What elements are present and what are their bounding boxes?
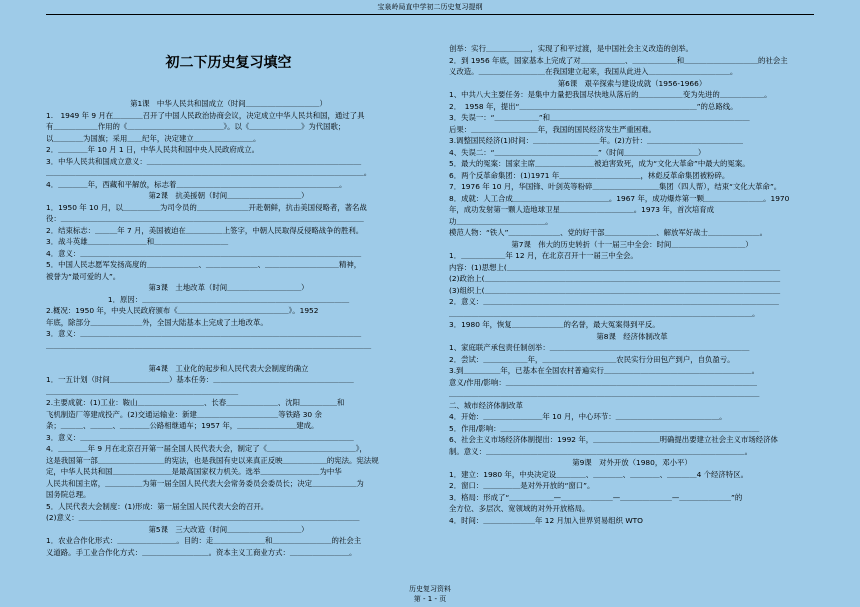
- text-line: 年底，除部分＿＿＿＿＿＿＿外，全国大陆基本上完成了土地改革。: [46, 317, 268, 327]
- text-line: 后果：＿＿＿＿＿＿＿＿＿年，我国的国民经济发生严重困难。: [449, 124, 656, 134]
- text-line: 6．两个反革命集团：(1)1971 年＿＿＿＿＿＿＿＿＿＿＿，林彪反革命集团被粉碎。: [449, 170, 730, 180]
- text-line: 2．到 1956 年底，国家基本上完成了对＿＿＿＿＿＿、＿＿＿＿＿＿和＿＿＿＿＿＿＿＿＿＿的社会主: [449, 55, 788, 65]
- footer-page-number: 第 - 1 - 页: [413, 595, 447, 603]
- text-line: 2．结束标志：＿＿＿年 7 月，美国被迫在＿＿＿＿＿上签字，中朝人民取得反侵略战争的胜利。: [46, 225, 364, 235]
- text-line: 功＿＿＿＿＿＿＿＿＿＿＿＿。: [449, 216, 553, 226]
- text-line: 4、失误二：“＿＿＿＿＿＿＿＿＿＿＿＿＿＿”（时间＿＿＿＿＿＿＿＿＿＿）: [449, 147, 706, 157]
- text-line: 全方位、多层次、宽领域的对外开放格局。: [449, 504, 590, 513]
- text-line: 模范人物：“铁人”＿＿＿＿＿＿＿、党的好干部＿＿＿＿＿＿＿、解放军好战士＿＿＿＿＿＿＿。: [449, 228, 768, 237]
- text-line: 2.概况：1950 年，中央人民政府颁布《＿＿＿＿＿＿＿＿＿＿＿＿＿＿＿》。1952: [46, 306, 319, 315]
- lesson-heading: 第6课 艰辛探索与建设成就（1956-1966）: [557, 78, 707, 88]
- lesson-heading: 第8课 经济体制改革: [596, 331, 668, 341]
- text-line: 4．意义：＿＿＿＿＿＿＿＿＿＿＿＿＿＿＿＿＿＿＿＿＿＿＿＿＿＿＿＿＿＿＿＿＿＿＿＿＿＿: [46, 248, 362, 258]
- text-line: 这是我国第一部＿＿＿＿＿＿＿＿＿的宪法，也是我国有史以来真正反映＿＿＿＿＿＿的宪法。宪法规: [46, 455, 379, 465]
- text-line: (3)组织上(＿＿＿＿＿＿＿＿＿＿＿＿＿＿＿＿＿＿＿＿＿＿＿＿＿＿＿＿＿＿＿＿＿＿＿＿＿＿＿＿: [449, 285, 781, 295]
- text-line: 飞机制造厂等建成投产。(2)交通运输业：新建＿＿＿＿＿＿＿＿＿＿＿等铁路 30 余: [46, 409, 322, 419]
- text-line: 1、中共八大主要任务：是集中力量把我国尽快地从落后的＿＿＿＿＿＿变为先进的＿＿＿＿＿＿。: [449, 90, 772, 99]
- text-line: 意义/作用/影响：＿＿＿＿＿＿＿＿＿＿＿＿＿＿＿＿＿＿＿＿＿＿＿＿＿＿＿＿＿＿＿＿＿＿: [449, 377, 758, 387]
- header-rule: [46, 14, 814, 15]
- text-line: ＿＿＿＿＿＿＿＿＿＿＿＿＿＿＿＿＿＿＿＿＿＿＿＿＿＿＿＿＿＿＿＿＿＿＿＿＿＿＿＿＿。: [449, 308, 760, 318]
- text-line: ＿＿＿＿＿＿＿＿＿＿＿＿＿＿＿＿＿＿＿＿＿＿＿＿＿＿＿＿＿＿＿＿＿＿＿＿＿＿＿＿＿＿＿＿: [46, 340, 372, 350]
- text-line: (2)政治上(＿＿＿＿＿＿＿＿＿＿＿＿＿＿＿＿＿＿＿＿＿＿＿＿＿＿＿＿＿＿＿＿＿＿＿＿＿＿＿＿: [449, 274, 781, 283]
- lesson-heading: 第4课 工业化的起步和人民代表大会制度的确立: [148, 363, 309, 373]
- text-line: 3．意义：＿＿＿＿＿＿＿＿＿＿＿＿＿＿＿＿＿＿＿＿＿＿＿＿＿＿＿＿＿＿＿＿＿＿＿＿＿: [46, 432, 354, 442]
- text-line: 3．战斗英雄＿＿＿＿＿＿＿＿和＿＿＿＿＿＿＿＿＿＿: [46, 237, 229, 246]
- text-line: 1．建立：1980 年，中央决定设＿＿＿＿、＿＿＿＿、＿＿＿＿、＿＿＿＿4 个经济特区。: [449, 469, 748, 479]
- text-line: 役：＿＿＿＿＿＿＿＿＿＿＿＿＿＿＿＿＿＿＿＿＿＿＿＿＿＿＿＿＿＿＿＿＿＿＿＿＿＿＿＿＿: [46, 214, 364, 223]
- lesson-heading: 第1课 中华人民共和国成立（时间＿＿＿＿＿＿＿＿＿＿）: [130, 99, 327, 108]
- text-line: 6、社会主义市场经济体制提出：1992 年，＿＿＿＿＿＿＿＿＿明确提出要建立社会主义市场经济体: [449, 435, 778, 444]
- lesson-heading: 1．原因：＿＿＿＿＿＿＿＿＿＿＿＿＿＿＿＿＿＿＿＿＿＿＿＿＿＿＿＿: [107, 294, 350, 304]
- text-line: 以＿＿＿＿为国旗；采用＿＿纪年，决定建立＿＿＿＿＿＿＿＿。: [46, 133, 261, 143]
- text-line: 义改造。＿＿＿＿＿＿＿＿＿在我国建立起来，我国从此进入＿＿＿＿＿＿＿＿＿＿＿。: [449, 67, 738, 76]
- text-line: 定，中华人民共和国＿＿＿＿＿＿＿＿是最高国家权力机关。选举＿＿＿＿＿＿＿＿为中华: [46, 467, 342, 476]
- text-line: 5．中国人民志愿军发扬高度的＿＿＿＿＿＿＿、＿＿＿＿＿＿＿、＿＿＿＿＿＿＿＿＿＿精神，: [46, 260, 362, 269]
- text-line: 二、城市经济体制改革: [449, 400, 523, 410]
- text-line: 7．1976 年 10 月，华国锋、叶剑英等粉碎＿＿＿＿＿＿＿＿＿集团（四人帮），结束“文化大革命”。: [449, 182, 782, 191]
- lesson-heading: 第7课 伟大的历史转折（十一届三中全会：时间＿＿＿＿＿＿＿＿＿＿）: [511, 239, 753, 249]
- text-line: 3.到＿＿＿＿＿年，已基本在全国农村普遍实行＿＿＿＿＿＿＿＿＿＿＿＿＿＿＿＿＿＿＿＿。: [449, 366, 760, 375]
- text-line: 3．格局：形成了“＿＿＿＿＿＿—＿＿＿＿＿＿＿—＿＿＿＿＿＿＿—＿＿＿＿＿＿＿”的: [449, 492, 743, 502]
- text-line: ＿＿＿＿＿＿＿＿＿＿＿＿＿＿＿＿＿＿＿＿＿＿＿＿＿＿＿＿＿＿＿＿＿＿＿＿＿＿＿＿＿＿: [449, 389, 760, 398]
- text-line: 1．农业合作化形式：＿＿＿＿＿＿＿＿。目的：走＿＿＿＿＿＿＿和＿＿＿＿＿＿＿＿的社会主: [46, 536, 362, 545]
- text-line: 2． 1958 年，提出“＿＿＿＿＿＿＿＿＿＿＿＿＿＿＿＿＿＿＿＿＿＿＿＿”的总路线。: [449, 101, 738, 111]
- text-line: 2．＿＿＿＿年 10 月 1 日，中华人民共和国中央人民政府成立。: [46, 145, 259, 154]
- text-line: 3.调整国民经济(1)时间：＿＿＿＿＿＿＿＿＿年。(2)方针：＿＿＿＿＿＿＿＿＿＿＿＿＿: [449, 136, 744, 145]
- text-line: 条；＿＿＿、＿＿＿、＿＿＿＿公路相继通车；1957 年，＿＿＿＿＿＿＿＿建成。: [46, 421, 319, 430]
- text-line: 被誉为“最可爱的人”。: [46, 271, 121, 281]
- text-line: 创举：实行＿＿＿＿＿＿，实现了和平过渡，是中国社会主义改造的创举。: [449, 44, 693, 53]
- left-column: [46, 20, 411, 581]
- text-line: 4．开始：＿＿＿＿＿＿＿＿年 10 月，中心环节：＿＿＿＿＿＿＿＿＿＿＿＿＿＿。: [449, 412, 727, 421]
- text-line: 有＿＿＿＿＿＿作用的《＿＿＿＿＿＿＿＿＿＿＿＿＿》。以《＿＿＿＿＿＿＿》为代国歌；: [46, 122, 346, 131]
- text-line: 5．人民代表大会制度：(1)形成：第一届全国人民代表大会的召开。: [46, 501, 269, 511]
- text-line: 3．意义：＿＿＿＿＿＿＿＿＿＿＿＿＿＿＿＿＿＿＿＿＿＿＿＿＿＿＿＿＿＿＿＿＿＿＿＿＿＿: [46, 329, 362, 338]
- text-line: 4．时间：＿＿＿＿＿＿＿年 12 月加入世界贸易组织 WTO: [449, 515, 643, 525]
- text-line: 义道路。手工业合作化方式：＿＿＿＿＿＿＿＿＿。资本主义工商业方式：＿＿＿＿＿＿＿＿。: [46, 547, 357, 557]
- text-line: 内容：(1)思想上(＿＿＿＿＿＿＿＿＿＿＿＿＿＿＿＿＿＿＿＿＿＿＿＿＿＿＿＿＿＿＿＿＿＿＿＿＿: [449, 262, 781, 272]
- text-line: 3．失误一：“＿＿＿＿＿＿”和＿＿＿＿＿＿＿＿＿＿＿＿＿＿＿＿＿＿＿＿＿＿＿＿＿＿＿: [449, 113, 750, 122]
- text-line: (2)意义：＿＿＿＿＿＿＿＿＿＿＿＿＿＿＿＿＿＿＿＿＿＿＿＿＿＿＿＿＿＿＿＿＿＿＿＿＿＿: [46, 513, 360, 522]
- text-line: 2．窗口：＿＿＿＿＿是对外开放的“窗口”。: [449, 481, 595, 490]
- text-line: 2.主要成就：(1)工业：鞍山＿＿＿＿＿＿＿＿＿、长春＿＿＿＿＿＿＿、沈阳＿＿＿＿＿和: [46, 398, 345, 407]
- text-line: 1．1950 年 10 月，以＿＿＿＿＿为司令员的＿＿＿＿＿＿＿开赴朝鲜，抗击美国侵略者，著名战: [46, 202, 367, 212]
- text-line: 2．尝试：＿＿＿＿＿＿年，＿＿＿＿＿＿＿＿＿＿农民实行分田包产到户，自负盈亏。: [449, 354, 735, 364]
- text-line: ＿＿＿＿＿＿＿＿＿＿＿＿＿＿＿＿＿＿＿＿＿＿＿＿＿＿: [46, 386, 239, 396]
- page-header: 宝泉岭局直中学初二历史复习提纲: [377, 3, 483, 11]
- text-line: 1．一五计划（时间＿＿＿＿＿＿＿＿）基本任务：＿＿＿＿＿＿＿＿＿＿＿＿＿＿＿＿＿＿＿: [46, 375, 354, 384]
- lesson-heading: 第9课 对外开放（1980，邓小平）: [572, 458, 692, 467]
- right-column: [449, 20, 815, 549]
- text-line: 3．中华人民共和国成立意义：＿＿＿＿＿＿＿＿＿＿＿＿＿＿＿＿＿＿＿＿＿＿＿＿＿＿＿＿＿: [46, 156, 362, 166]
- document-title: 初二下历史复习填空: [165, 55, 292, 71]
- lesson-heading: 第5课 三大改造（时间＿＿＿＿＿＿＿＿＿＿）: [148, 524, 309, 534]
- text-line: 1、家庭联产承包责任制创举：＿＿＿＿＿＿＿＿＿＿＿＿＿＿＿＿＿＿＿＿＿＿＿＿＿＿＿: [449, 343, 750, 352]
- text-line: 2．意义：＿＿＿＿＿＿＿＿＿＿＿＿＿＿＿＿＿＿＿＿＿＿＿＿＿＿＿＿＿＿＿＿＿＿＿＿＿＿＿＿: [449, 297, 779, 306]
- text-line: 1．＿＿＿＿＿＿年 12 月，在北京召开十一届三中全会。: [449, 251, 638, 260]
- text-line: 8．成就：人工合成＿＿＿＿＿＿＿＿＿＿＿＿＿。1967 年，成功爆炸第一颗＿＿＿＿＿＿＿＿。1970: [449, 193, 790, 203]
- right-column-lines: [449, 43, 815, 526]
- text-line: 人民共和国主席，＿＿＿＿＿为第一届全国人民代表大会常务委员会委员长；决定＿＿＿＿＿＿为: [46, 478, 364, 488]
- text-line: [46, 351, 411, 363]
- lesson-heading: 第3课 土地改革（时间＿＿＿＿＿＿＿＿＿＿）: [148, 283, 309, 292]
- text-line: 制。意义：＿＿＿＿＿＿＿＿＿＿＿＿＿＿＿＿＿＿＿＿＿＿＿＿＿＿＿＿＿＿＿＿＿＿＿。: [449, 446, 753, 456]
- text-line: 4．＿＿＿＿年，西藏和平解放，标志着＿＿＿＿＿＿＿＿＿＿＿＿＿＿＿＿＿＿＿＿＿＿。: [46, 179, 347, 189]
- page-footer: [0, 584, 860, 604]
- text-line: ＿＿＿＿＿＿＿＿＿＿＿＿＿＿＿＿＿＿＿＿＿＿＿＿＿＿＿＿＿＿＿＿＿＿＿＿＿＿＿＿＿＿＿。: [46, 168, 372, 177]
- text-line: 5．作用/影响：＿＿＿＿＿＿＿＿＿＿＿＿＿＿＿＿＿＿＿＿＿＿＿＿＿＿＿＿＿＿＿＿＿＿＿: [449, 423, 760, 433]
- text-line: 年，成功发射第一颗人造地球卫星＿＿＿＿＿＿＿＿＿＿。1973 年，首次培育成: [449, 205, 715, 214]
- text-line: 1. 1949 年 9 月在＿＿＿＿召开了中国人民政治协商会议，决定成立中华人民共和国，通过了具: [46, 110, 365, 120]
- text-line: 国务院总理。: [46, 490, 91, 499]
- text-line: 5．最大的冤案：国家主席＿＿＿＿＿＿＿＿被迫害致死，成为“文化大革命”中最大的冤案。: [449, 159, 750, 168]
- left-column-lines: [46, 98, 411, 558]
- text-line: 3．1980 年，恢复＿＿＿＿＿＿＿的名誉，最大冤案得到平反。: [449, 320, 660, 329]
- text-line: 4．＿＿＿＿年 9 月在北京召开第一届全国人民代表大会，制定了《＿＿＿＿＿＿＿＿＿＿＿＿》，: [46, 444, 367, 453]
- footer-label: 历史复习资料: [409, 585, 451, 593]
- lesson-heading: 第2课 抗美援朝（时间＿＿＿＿＿＿＿＿＿＿）: [148, 191, 309, 200]
